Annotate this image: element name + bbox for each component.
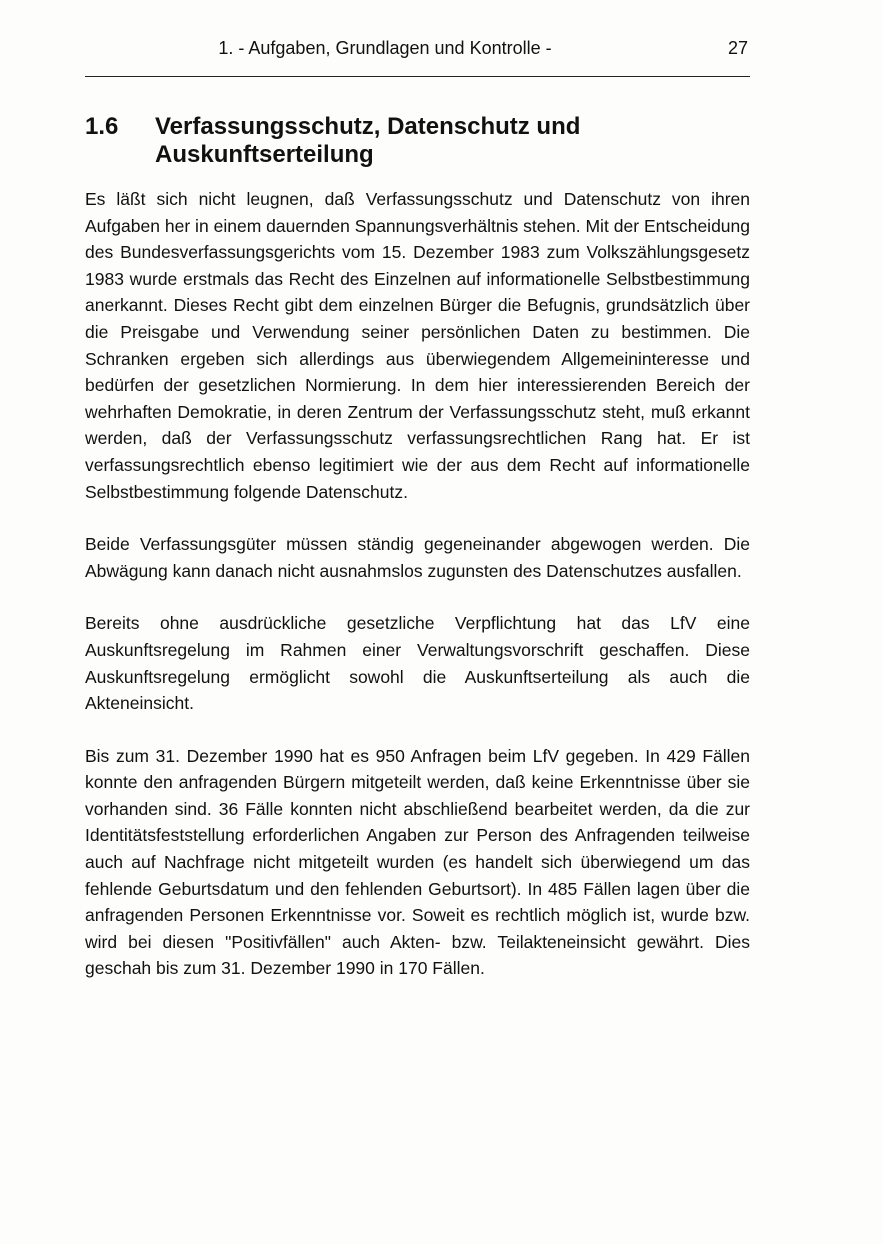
header-divider xyxy=(85,76,750,77)
running-header xyxy=(85,38,750,64)
running-title: 1. - Aufgaben, Grundlagen und Kontrolle - xyxy=(218,38,552,58)
section-number: 1.6 xyxy=(85,113,119,140)
paragraph: Es läßt sich nicht leugnen, daß Verfassungsschutz und Datenschutz von ihren Aufgaben her in einem dauernden Spannungsverhältnis stehen. Mit der Entscheidung des Bundesverfassungsgerichts vom 15. Dezember 1983 zum Volkszählungsgesetz 1983 wurde erstmals das Recht des Einzelnen auf informationelle Selbstbestimmung anerkannt. Dieses Recht gibt dem einzelnen Bürger die Befugnis, grundsätzlich über die Preisgabe und Verwendung seiner persönlichen Daten zu bestimmen. Die Schranken ergeben sich allerdings aus überwiegendem Allgemeininteresse und bedürfen der gesetzlichen Normierung. In dem hier interessierenden Bereich der wehrhaften Demokratie, in deren Zentrum der Verfassungsschutz steht, muß erkannt werden, daß der Verfassungsschutz verfassungsrechtlichen Rang hat. Er ist verfassungsrechtlich ebenso legitimiert wie der aus dem Recht auf informationelle Selbstbestimmung folgende Datenschutz. xyxy=(85,189,750,502)
page-number: 27 xyxy=(727,38,748,58)
section-heading xyxy=(85,113,750,169)
section-title: Verfassungsschutz, Datenschutz und Auskunftserteilung xyxy=(155,113,581,168)
paragraph: Bis zum 31. Dezember 1990 hat es 950 Anfragen beim LfV gegeben. In 429 Fällen konnte den anfragenden Bürgern mitgeteilt werden, daß keine Erkenntnisse über sie vorhanden sind. 36 Fälle konnten nicht abschließend bearbeitet werden, da die zur Identitätsfeststellung erforderlichen Angaben zur Person des Anfragenden teilweise auch auf Nachfrage nicht mitgeteilt wurden (es handelt sich überwiegend um das fehlende Geburtsdatum und den fehlenden Geburtsort). In 485 Fällen lagen über die anfragenden Personen Erkenntnisse vor. Soweit es rechtlich möglich ist, wurde bzw. wird bei diesen "Positivfällen" auch Akten- bzw. Teilakteneinsicht gewährt. Dies geschah bis zum 31. Dezember 1990 in 170 Fällen. xyxy=(85,745,750,979)
paragraph: Beide Verfassungsgüter müssen ständig gegeneinander abgewogen werden. Die Abwägung kann danach nicht ausnahmslos zugunsten des Datenschutzes ausfallen. xyxy=(85,534,750,581)
paragraph: Bereits ohne ausdrückliche gesetzliche Verpflichtung hat das LfV eine Auskunftsregelung im Rahmen einer Verwaltungsvorschrift geschaffen. Diese Auskunftsregelung ermöglicht sowohl die Auskunftserteilung als auch die Akteneinsicht. xyxy=(85,613,750,714)
body-text xyxy=(85,186,750,982)
